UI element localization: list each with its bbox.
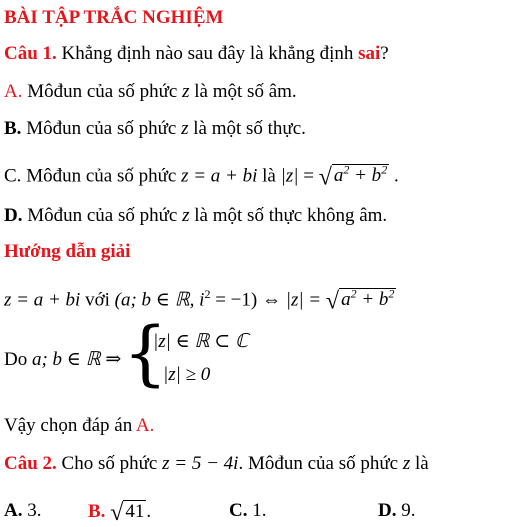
option-b-var: z (181, 118, 189, 139)
answer-b-label: B. (88, 501, 106, 522)
answer-a (4, 500, 41, 522)
option-a (4, 80, 297, 104)
option-c-eqsign: = (298, 165, 319, 187)
solution-cond: (a; b ∈ ℝ, i (114, 289, 205, 311)
question-1-keyword: sai (358, 43, 381, 64)
option-a-var: z (182, 81, 190, 102)
conclusion (4, 414, 154, 438)
question-2-text: Cho số phức (56, 453, 163, 474)
system-line-2: |z| ≥ 0 (163, 364, 211, 385)
solution-cond2: = −1) (210, 289, 258, 311)
answer-d-value: 9. (396, 500, 416, 521)
solution-line-1: z = a + bi với (a; b ∈ ℝ, $i^2 = -1$) ⇔ |z| = √ $a^2 + b^2$ (4, 282, 396, 313)
option-d-text2: là một số thực không âm. (189, 205, 388, 226)
option-b (4, 117, 306, 141)
answer-d (378, 500, 415, 522)
brace-icon: { (123, 312, 168, 394)
answer-b-tail: . (146, 501, 152, 522)
answer-c-value: 1. (247, 500, 267, 521)
solution-sqrt: √ $a^2 + b^2$ (325, 287, 395, 315)
answer-a-value: 3. (22, 500, 42, 521)
question-2 (4, 452, 429, 476)
question-1-label: Câu 1. (4, 43, 57, 64)
option-a-text2: là một số âm. (189, 81, 297, 102)
question-2-text3: là (410, 453, 429, 474)
option-d-var: z (182, 205, 190, 226)
option-d-text: Môđun của số phức (22, 205, 183, 226)
option-b-text2: là một số thực. (188, 118, 306, 139)
question-1-text: Khẳng định nào sau đây là khẳng định (56, 43, 359, 64)
option-c-eq: z = a + bi (181, 165, 258, 187)
question-2-label: Câu 2. (4, 453, 57, 474)
option-c-text2: là (257, 165, 281, 187)
question-2-var: z (402, 453, 411, 474)
question-2-text2: . Môđun của số phức (238, 453, 403, 474)
system-line-1: |z| ∈ ℝ ⊂ ℂ (153, 331, 249, 352)
answer-d-label: D. (378, 500, 397, 521)
option-c-text: Môđun của số phức (21, 165, 182, 187)
question-1 (4, 42, 389, 66)
solution-heading: Hướng dẫn giải (4, 241, 131, 262)
solution-abs: |z| = (285, 289, 326, 311)
answer-c-label: C. (229, 500, 248, 521)
question-2-eq: z = 5 − 4i (162, 453, 239, 474)
option-c-label: C. (4, 165, 22, 187)
option-c (4, 158, 399, 189)
option-c-sqrt: √ $a^2 + b^2$ (318, 163, 388, 191)
answer-a-label: A. (4, 500, 23, 521)
option-d-label: D. (4, 205, 23, 226)
answer-b-sqrt: √ 41 (110, 500, 145, 526)
section-title: BÀI TẬP TRẮC NGHIỆM (4, 7, 224, 28)
conclusion-answer: A. (135, 415, 155, 436)
option-a-text: Môđun của số phức (22, 81, 183, 102)
option-a-label: A. (4, 81, 23, 102)
solution-system (123, 312, 263, 402)
option-d (4, 204, 387, 228)
solution-ab: a; b ∈ ℝ ⇒ (31, 349, 122, 370)
solution-with: với (80, 289, 115, 311)
solution-line-2 (4, 348, 121, 372)
answer-b (88, 500, 151, 527)
option-c-abs: |z| (280, 165, 299, 187)
option-c-tail: . (389, 165, 399, 187)
option-b-label: B. (4, 118, 22, 139)
option-b-text: Môđun của số phức (21, 118, 182, 139)
solution-do: Do (4, 349, 32, 370)
solution-iff: ⇔ (257, 289, 286, 311)
answer-c (229, 500, 266, 522)
solution-eq: z = a + bi (4, 289, 81, 311)
question-1-end: ? (380, 43, 389, 64)
conclusion-text: Vậy chọn đáp án (4, 415, 136, 436)
